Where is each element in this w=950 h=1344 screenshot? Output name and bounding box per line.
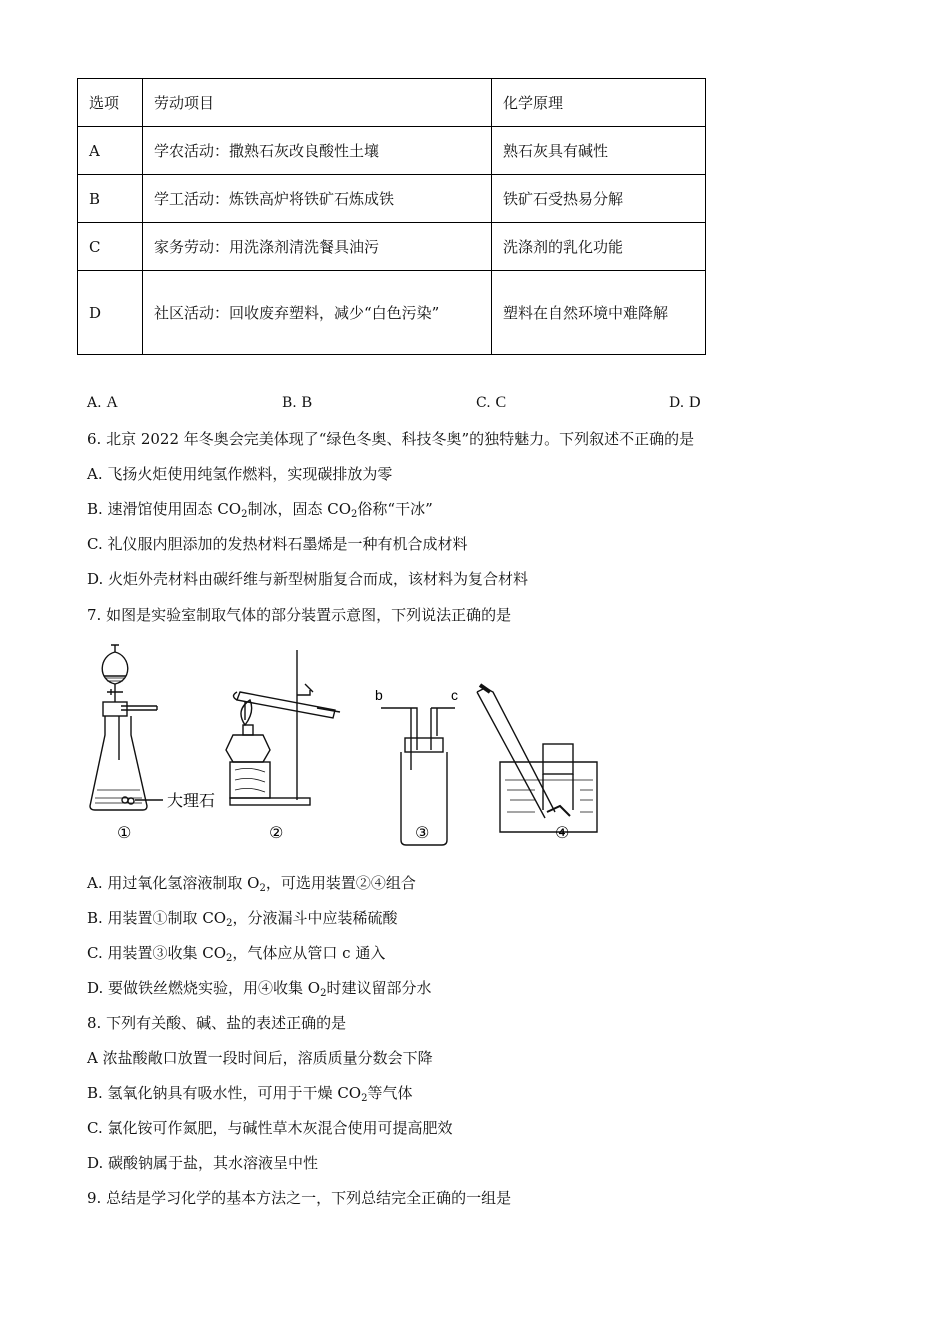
q5-option-d[interactable]: D. D bbox=[669, 394, 701, 411]
label-apparatus-3: ③ bbox=[415, 823, 430, 842]
table-cell: D bbox=[78, 271, 143, 355]
q9-stem: 9. 总结是学习化学的基本方法之一，下列总结完全正确的一组是 bbox=[87, 1189, 512, 1207]
q8-option-a[interactable]: A 浓盐酸敞口放置一段时间后，溶质质量分数会下降 bbox=[87, 1049, 433, 1067]
apparatus-1-flask-funnel bbox=[90, 645, 163, 810]
label-b: b bbox=[375, 687, 383, 703]
table-cell: 洗涤剂的乳化功能 bbox=[492, 223, 706, 271]
label-apparatus-4: ④ bbox=[555, 823, 570, 842]
q5-option-b[interactable]: B. B bbox=[282, 394, 313, 411]
table-cell: 家务劳动：用洗涤剂清洗餐具油污 bbox=[143, 223, 492, 271]
q7-option-a[interactable]: A. 用过氧化氢溶液制取 $O_2$，可选用装置②④组合 bbox=[87, 874, 416, 894]
apparatus-2-heating bbox=[226, 650, 340, 805]
q7-option-d[interactable]: D. 要做铁丝燃烧实验，用④收集 $O_2$时建议留部分水 bbox=[87, 979, 432, 999]
q6-option-b[interactable]: B. 速滑馆使用固态 $CO_2$制冰，固态 $CO_2$俗称“干冰” bbox=[87, 500, 433, 520]
table-cell: B bbox=[78, 175, 143, 223]
label-marble: 大理石 bbox=[167, 793, 216, 810]
q6-option-d[interactable]: D. 火炬外壳材料由碳纤维与新型树脂复合而成，该材料为复合材料 bbox=[87, 570, 529, 588]
header-cell: 选项 bbox=[78, 79, 143, 127]
table-row bbox=[78, 175, 706, 223]
q6-option-c[interactable]: C. 礼仪服内胆添加的发热材料石墨烯是一种有机合成材料 bbox=[87, 535, 468, 553]
lab-apparatus-figure bbox=[85, 640, 605, 850]
label-apparatus-1: ① bbox=[117, 823, 132, 842]
q6-option-a[interactable]: A. 飞扬火炬使用纯氢作燃料，实现碳排放为零 bbox=[87, 465, 393, 483]
table-cell: A bbox=[78, 127, 143, 175]
table-cell: 学工活动：炼铁高炉将铁矿石炼成铁 bbox=[143, 175, 492, 223]
table-row bbox=[78, 127, 706, 175]
q7-option-c[interactable]: C. 用装置③收集 $CO_2$，气体应从管口 c 通入 bbox=[87, 944, 386, 964]
table-cell: 塑料在自然环境中难降解 bbox=[492, 271, 706, 355]
header-cell: 劳动项目 bbox=[143, 79, 492, 127]
apparatus-4-trough bbox=[477, 685, 597, 832]
table-row bbox=[78, 223, 706, 271]
table-cell: C bbox=[78, 223, 143, 271]
q5-option-a[interactable]: A. A bbox=[87, 394, 118, 411]
q7-option-b[interactable]: B. 用装置①制取 $CO_2$，分液漏斗中应装稀硫酸 bbox=[87, 909, 398, 929]
q8-option-d[interactable]: D. 碳酸钠属于盐，其水溶液呈中性 bbox=[87, 1154, 319, 1172]
q7-stem: 7. 如图是实验室制取气体的部分装置示意图，下列说法正确的是 bbox=[87, 606, 512, 624]
table-cell: 铁矿石受热易分解 bbox=[492, 175, 706, 223]
q8-option-c[interactable]: C. 氯化铵可作氮肥，与碱性草木灰混合使用可提高肥效 bbox=[87, 1119, 453, 1137]
q8-stem: 8. 下列有关酸、碱、盐的表述正确的是 bbox=[87, 1014, 347, 1032]
q5-option-c[interactable]: C. C bbox=[476, 394, 507, 411]
table-cell: 社区活动：回收废弃塑料，减少“白色污染” bbox=[143, 271, 492, 355]
q6-stem: 6. 北京 2022 年冬奥会完美体现了“绿色冬奥、科技冬奥”的独特魅力。下列叙述不正确的是 bbox=[87, 430, 695, 448]
header-cell: 化学原理 bbox=[492, 79, 706, 127]
q8-option-b[interactable]: B. 氢氧化钠具有吸水性，可用于干燥 $CO_2$等气体 bbox=[87, 1084, 413, 1104]
table-cell: 学农活动：撒熟石灰改良酸性土壤 bbox=[143, 127, 492, 175]
label-c: c bbox=[451, 687, 458, 703]
table-row bbox=[78, 271, 706, 355]
table-header-row bbox=[78, 79, 706, 127]
q5-table bbox=[77, 78, 706, 355]
label-apparatus-2: ② bbox=[269, 823, 284, 842]
table-cell: 熟石灰具有碱性 bbox=[492, 127, 706, 175]
